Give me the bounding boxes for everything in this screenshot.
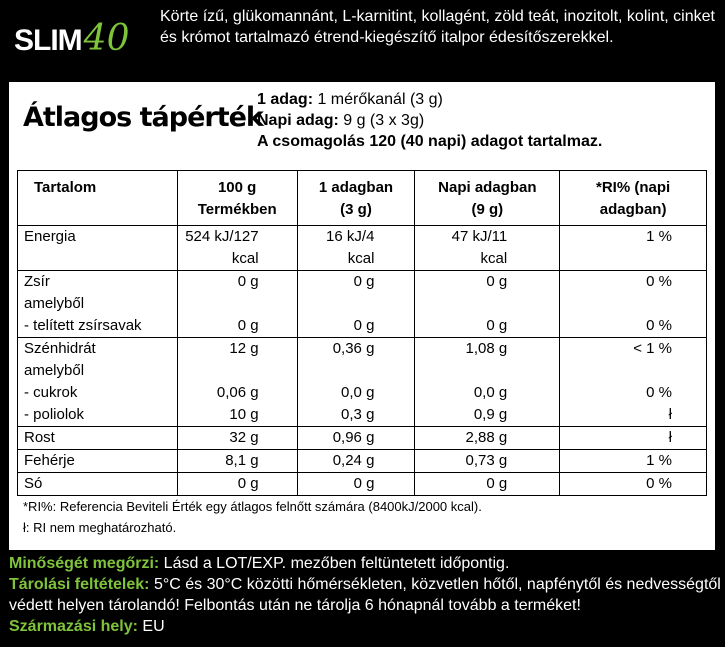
nutrition-table xyxy=(17,170,707,496)
column-header: Tartalom xyxy=(18,171,178,226)
value-per-day: 0 g xyxy=(415,473,560,496)
nutrition-panel xyxy=(9,82,715,550)
column-header: *RI% (napi adagban) xyxy=(560,171,707,226)
value-per-serving: 16 kJ/4 kcal xyxy=(297,226,415,271)
product-description: Körte ízű, glükomannánt, L-karnitint, kollagént, zöld teát, inozitolt, kolint, cinket és krómot tartalmazó étrend-kiegészítő italpor édesítőszerekkel. xyxy=(160,8,715,46)
storage-info xyxy=(9,553,721,637)
logo-slim-text: SLIM xyxy=(14,24,82,57)
origin-label: Származási hely: xyxy=(9,618,138,635)
table-row xyxy=(18,271,707,338)
value-per-100g: 0 g 0 g xyxy=(177,271,297,338)
column-header: 1 adagban (3 g) xyxy=(297,171,415,226)
serving-info xyxy=(257,89,602,152)
nutrition-header xyxy=(9,82,715,166)
origin-text: EU xyxy=(137,618,165,635)
value-per-day: 1,08 g 0,0 g 0,9 g xyxy=(415,338,560,427)
value-per-100g: 8,1 g xyxy=(177,450,297,473)
package-text: A csomagolás 120 (40 napi) adagot tartalmaz. xyxy=(257,133,603,150)
daily-label: Napi adag: xyxy=(257,112,339,129)
ri-percent: 1 % xyxy=(560,450,707,473)
value-per-serving: 0,24 g xyxy=(297,450,415,473)
table-row xyxy=(18,226,707,271)
ri-percent: < 1 % 0 % ł xyxy=(560,338,707,427)
storage-label: Tárolási feltételek: xyxy=(9,576,150,593)
table-row xyxy=(18,427,707,450)
nutrient-name: Fehérje xyxy=(18,450,178,473)
serving-value: 1 mérőkanál (3 g) xyxy=(313,91,443,108)
ri-percent: 1 % xyxy=(560,226,707,271)
value-per-100g: 0 g xyxy=(177,473,297,496)
value-per-serving: 0,96 g xyxy=(297,427,415,450)
value-per-day: 47 kJ/11 kcal xyxy=(415,226,560,271)
column-header: 100 g Termékben xyxy=(177,171,297,226)
ri-percent: ł xyxy=(560,427,707,450)
table-header-row xyxy=(18,171,707,226)
table-row xyxy=(18,338,707,427)
brand-logo xyxy=(14,18,129,62)
serving-label: 1 adag: xyxy=(257,91,314,108)
footnote-ri: *RI%: Referencia Beviteli Érték egy átlagos felnőtt számára (8400kJ/2000 kcal). xyxy=(23,499,482,514)
best-before-text: Lásd a LOT/EXP. mezőben feltüntetett időpontig. xyxy=(159,555,510,572)
value-per-100g: 32 g xyxy=(177,427,297,450)
storage-text: 5°C és 30°C közötti hőmérsékleten, közvetlen hőtől, napfénytől és nedvességtől védett helyen tárolandó! Felbontás után ne tárolja 6 hónapnál tovább a terméket! xyxy=(9,576,721,614)
nutrient-name: Energia xyxy=(18,226,178,271)
best-before-label: Minőségét megőrzi: xyxy=(9,555,160,572)
value-per-day: 0 g 0 g xyxy=(415,271,560,338)
table-row xyxy=(18,473,707,496)
footnote-not-determined: ł: RI nem meghatározható. xyxy=(23,520,177,535)
nutrition-title: Átlagos tápérték xyxy=(23,102,263,133)
value-per-serving: 0 g 0 g xyxy=(297,271,415,338)
value-per-day: 2,88 g xyxy=(415,427,560,450)
footnotes xyxy=(23,496,482,538)
daily-value: 9 g (3 x 3g) xyxy=(338,112,425,129)
ri-percent: 0 % 0 % xyxy=(560,271,707,338)
nutrient-name: Rost xyxy=(18,427,178,450)
value-per-serving: 0,36 g 0,0 g 0,3 g xyxy=(297,338,415,427)
nutrient-name: Só xyxy=(18,473,178,496)
logo-number-text: 40 xyxy=(83,18,130,59)
ri-percent: 0 % xyxy=(560,473,707,496)
value-per-100g: 12 g 0,06 g 10 g xyxy=(177,338,297,427)
value-per-serving: 0 g xyxy=(297,473,415,496)
value-per-100g: 524 kJ/127 kcal xyxy=(177,226,297,271)
column-header: Napi adagban (9 g) xyxy=(415,171,560,226)
nutrient-name: Szénhidrát amelyből - cukrok - poliolok xyxy=(18,338,178,427)
value-per-day: 0,73 g xyxy=(415,450,560,473)
nutrient-name: Zsír amelyből - telített zsírsavak xyxy=(18,271,178,338)
table-row xyxy=(18,450,707,473)
